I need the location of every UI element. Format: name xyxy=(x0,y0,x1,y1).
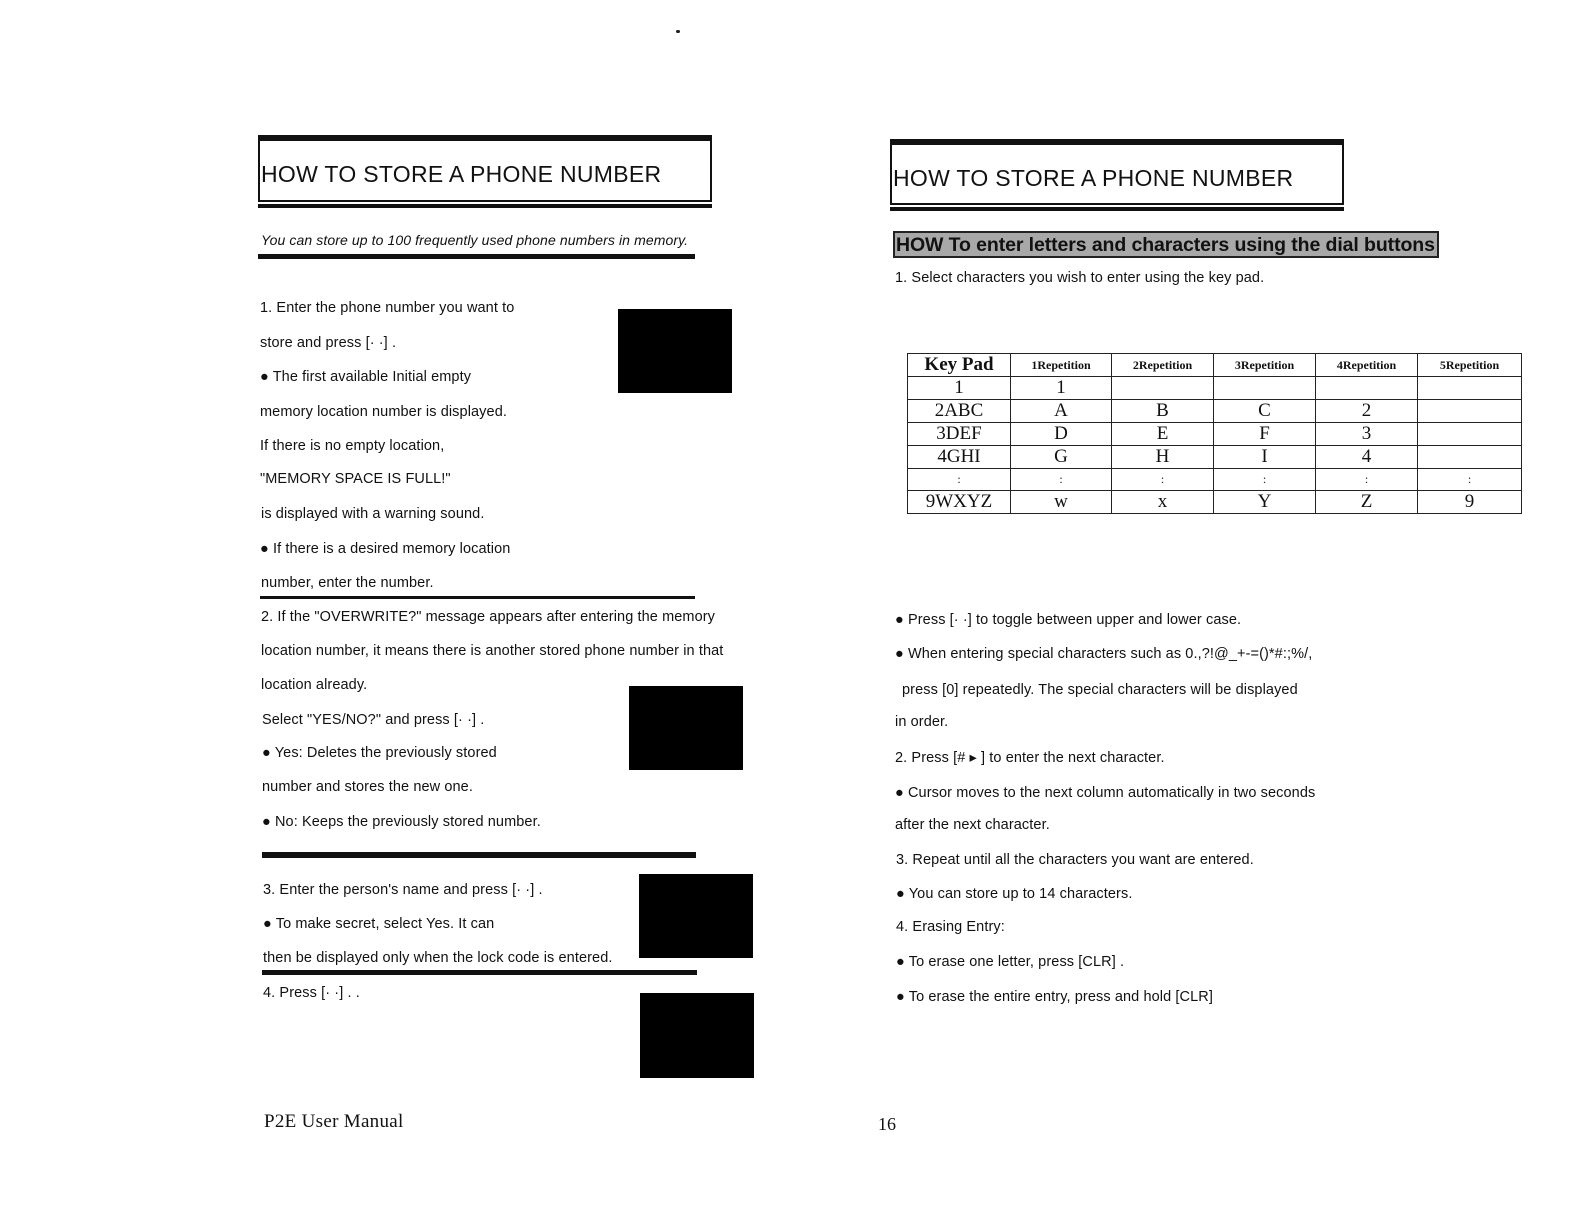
left-line-2: store and press [· ·] . xyxy=(260,335,397,351)
right-line-6: ● Cursor moves to the next column automatically in two seconds xyxy=(895,785,1316,801)
phone-screen-image-2 xyxy=(629,686,743,770)
left-page-title: HOW TO STORE A PHONE NUMBER xyxy=(261,161,662,187)
left-line-1: 1. Enter the phone number you want to xyxy=(260,300,515,316)
phone-screen-image-1 xyxy=(618,309,732,393)
left-line-17: 3. Enter the person's name and press [· ·] . xyxy=(263,882,543,898)
table-cell: Y xyxy=(1214,491,1316,514)
table-cell xyxy=(1316,377,1418,400)
right-line-11: ● To erase one letter, press [CLR] . xyxy=(896,954,1125,970)
right-line-8: 3. Repeat until all the characters you want are entered. xyxy=(896,852,1254,868)
left-line-18: ● To make secret, select Yes. It can xyxy=(263,916,495,932)
keypad-table xyxy=(907,353,1522,514)
right-step-1: 1. Select characters you wish to enter using the key pad. xyxy=(895,270,1265,286)
right-line-10: 4. Erasing Entry: xyxy=(896,919,1005,935)
left-line-15: number and stores the new one. xyxy=(262,779,473,795)
table-cell: 2 xyxy=(1316,400,1418,423)
table-cell xyxy=(1418,400,1522,423)
table-cell: 9WXYZ xyxy=(908,491,1011,514)
table-row xyxy=(908,469,1522,491)
table-cell: 9 xyxy=(1418,491,1522,514)
phone-screen-image-3 xyxy=(639,874,753,958)
table-cell: A xyxy=(1011,400,1112,423)
table-cell: D xyxy=(1011,423,1112,446)
table-cell xyxy=(1112,377,1214,400)
left-section-rule-1 xyxy=(260,596,695,599)
left-line-9: number, enter the number. xyxy=(261,575,434,591)
left-line-10: 2. If the "OVERWRITE?" message appears after entering the memory xyxy=(261,609,716,625)
left-intro-rule xyxy=(258,254,695,259)
table-cell: 1 xyxy=(1011,377,1112,400)
left-line-5: If there is no empty location, xyxy=(260,438,445,454)
table-row xyxy=(908,377,1522,400)
table-cell: : xyxy=(1112,469,1214,491)
table-cell: E xyxy=(1112,423,1214,446)
right-page-title-box xyxy=(890,143,1344,205)
table-header-rep3: 3Repetition xyxy=(1214,354,1316,377)
left-intro: You can store up to 100 frequently used phone numbers in memory. xyxy=(261,232,689,248)
left-page-title-box xyxy=(258,139,712,202)
table-cell xyxy=(1418,423,1522,446)
table-cell: 2ABC xyxy=(908,400,1011,423)
table-header-rep4: 4Repetition xyxy=(1316,354,1418,377)
table-header-rep5: 5Repetition xyxy=(1418,354,1522,377)
table-row xyxy=(908,400,1522,423)
table-cell: x xyxy=(1112,491,1214,514)
right-subheading: HOW To enter letters and characters using the dial buttons xyxy=(893,231,1439,258)
table-cell: Z xyxy=(1316,491,1418,514)
left-title-bottom-rule xyxy=(258,204,712,208)
left-line-16: ● No: Keeps the previously stored number. xyxy=(262,814,541,830)
table-cell: 1 xyxy=(908,377,1011,400)
table-cell: B xyxy=(1112,400,1214,423)
table-cell: : xyxy=(1011,469,1112,491)
page-number: 16 xyxy=(878,1114,896,1134)
table-cell: : xyxy=(1418,469,1522,491)
right-line-12: ● To erase the entire entry, press and hold [CLR] xyxy=(896,989,1213,1005)
table-header-rep1: 1Repetition xyxy=(1011,354,1112,377)
table-cell: 4 xyxy=(1316,446,1418,469)
right-line-3: press [0] repeatedly. The special characters will be displayed xyxy=(902,682,1298,698)
left-line-7: is displayed with a warning sound. xyxy=(261,506,485,522)
left-line-4: memory location number is displayed. xyxy=(260,404,507,420)
table-cell xyxy=(1418,446,1522,469)
table-row xyxy=(908,446,1522,469)
table-cell: I xyxy=(1214,446,1316,469)
table-row xyxy=(908,423,1522,446)
table-cell: 4GHI xyxy=(908,446,1011,469)
table-cell: F xyxy=(1214,423,1316,446)
table-cell: w xyxy=(1011,491,1112,514)
table-cell: : xyxy=(1316,469,1418,491)
right-page-title: HOW TO STORE A PHONE NUMBER xyxy=(893,165,1294,191)
left-line-11: location number, it means there is another stored phone number in that xyxy=(261,643,724,659)
left-line-8: ● If there is a desired memory location xyxy=(260,541,511,557)
table-cell: C xyxy=(1214,400,1316,423)
table-cell: : xyxy=(1214,469,1316,491)
right-line-1: ● Press [· ·] to toggle between upper and lower case. xyxy=(895,612,1242,628)
right-line-7: after the next character. xyxy=(895,817,1050,833)
table-header-keypad: Key Pad xyxy=(908,354,1011,377)
stray-dot xyxy=(676,30,680,33)
left-line-13: Select "YES/NO?" and press [· ·] . xyxy=(262,712,485,728)
table-cell: 3 xyxy=(1316,423,1418,446)
table-cell xyxy=(1418,377,1522,400)
left-line-3: ● The first available Initial empty xyxy=(260,369,472,385)
table-cell: 3DEF xyxy=(908,423,1011,446)
table-header-row xyxy=(908,354,1522,377)
table-cell xyxy=(1214,377,1316,400)
left-section-rule-3 xyxy=(262,970,697,975)
table-header-rep2: 2Repetition xyxy=(1112,354,1214,377)
right-line-5: 2. Press [# ▸ ] to enter the next character. xyxy=(895,750,1165,766)
left-line-12: location already. xyxy=(261,677,368,693)
left-line-6: "MEMORY SPACE IS FULL!" xyxy=(260,471,451,487)
table-cell: : xyxy=(908,469,1011,491)
right-line-4: in order. xyxy=(895,714,949,730)
phone-screen-image-4 xyxy=(640,993,754,1078)
table-row xyxy=(908,491,1522,514)
table-cell: H xyxy=(1112,446,1214,469)
right-line-2: ● When entering special characters such as 0.,?!@_+-=()*#:;%/, xyxy=(895,646,1313,662)
left-section-rule-2 xyxy=(262,852,696,858)
left-footer: P2E User Manual xyxy=(264,1111,404,1132)
table-cell: G xyxy=(1011,446,1112,469)
left-line-14: ● Yes: Deletes the previously stored xyxy=(262,745,497,761)
right-line-9: ● You can store up to 14 characters. xyxy=(896,886,1133,902)
left-line-20: 4. Press [· ·] . . xyxy=(263,985,360,1001)
left-line-19: then be displayed only when the lock code is entered. xyxy=(263,950,613,966)
right-title-bottom-rule xyxy=(890,207,1344,211)
